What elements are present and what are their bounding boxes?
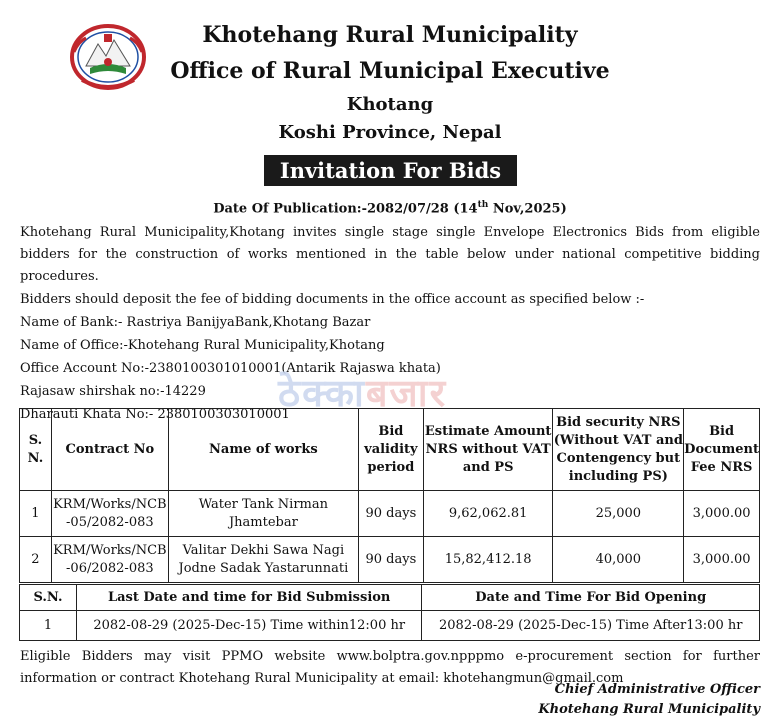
watermark-part2: बजार: [365, 371, 448, 415]
col-bid-security: Bid security NRS (Without VAT and Contengency but including PS): [553, 409, 684, 491]
row-bid-security: 25,000: [553, 491, 684, 537]
row-document-fee: 3,000.00: [684, 491, 760, 537]
row-bid-validity: 90 days: [358, 491, 423, 537]
bank-name: Name of Bank:- Rastriya BanijyaBank,Khotang Bazar: [20, 315, 371, 330]
table-row: [20, 537, 760, 583]
publication-date: [0, 200, 780, 216]
office-account-number: Office Account No:-2380100301010001(Antarik Rajaswa khata): [20, 361, 441, 376]
row-contract-no: KRM/Works/NCB -06/2082-083: [51, 537, 168, 583]
col-sn: S.N.: [20, 585, 77, 611]
row-estimate-amount: 15,82,412.18: [423, 537, 553, 583]
works-table-header: [20, 409, 760, 491]
row-bid-security: 40,000: [553, 537, 684, 583]
col-bid-validity: Bid validity period: [358, 409, 423, 491]
col-submission-deadline: Last Date and time for Bid Submission: [76, 585, 422, 611]
row-document-fee: 3,000.00: [684, 537, 760, 583]
office-name: Office of Rural Municipal Executive: [170, 58, 610, 84]
col-name-of-works: Name of works: [168, 409, 358, 491]
col-opening-time: Date and Time For Bid Opening: [422, 585, 760, 611]
row-sn: 1: [20, 491, 52, 537]
publication-date-prefix: Date Of Publication:-2082/07/28 (14: [213, 201, 478, 217]
works-table: [19, 408, 760, 583]
col-document-fee: Bid Document Fee NRS: [684, 409, 760, 491]
footer-note: Eligible Bidders may visit PPMO website www.bolptra.gov.npppmo e-procurement section for further information or contract Khotehang Rural Municipality at email: khotehangmun@gmail.com: [20, 649, 760, 686]
office-account-name: Name of Office:-Khotehang Rural Municipality,Khotang: [20, 338, 385, 353]
publication-date-sup: th: [477, 200, 489, 210]
row-opening-time: 2082-08-29 (2025-Dec-15) Time After13:00 hr: [422, 611, 760, 641]
watermark-part1: ठेक्का: [278, 371, 366, 415]
schedule-table-header: [20, 585, 760, 611]
row-name-of-works: Water Tank Nirman Jhamtebar: [168, 491, 358, 537]
row-estimate-amount: 9,62,062.81: [423, 491, 553, 537]
col-sn: S. N.: [20, 409, 52, 491]
col-contract-no: Contract No: [51, 409, 168, 491]
rajasaw-number: Rajasaw shirshak no:-14229: [20, 384, 206, 399]
table-row: [20, 491, 760, 537]
deposit-note: Bidders should deposit the fee of bidding documents in the office account as specified below :-: [20, 292, 645, 307]
row-sn: 2: [20, 537, 52, 583]
publication-date-suffix: Nov,2025): [488, 201, 567, 217]
signatory-title: Chief Administrative Officer: [554, 682, 760, 697]
district-name: Khotang: [346, 94, 434, 115]
signatory-organization: Khotehang Rural Municipality: [538, 702, 760, 717]
province-name: Koshi Province, Nepal: [278, 122, 502, 143]
municipality-name: Khotehang Rural Municipality: [202, 22, 578, 48]
row-bid-validity: 90 days: [358, 537, 423, 583]
schedule-table: [19, 584, 760, 641]
row-submission-deadline: 2082-08-29 (2025-Dec-15) Time within12:00 hr: [76, 611, 422, 641]
document-header: [0, 0, 780, 150]
row-contract-no: KRM/Works/NCB -05/2082-083: [51, 491, 168, 537]
row-name-of-works: Valitar Dekhi Sawa Nagi Jodne Sadak Yastarunnati: [168, 537, 358, 583]
invitation-banner: Invitation For Bids: [264, 155, 517, 186]
col-estimate-amount: Estimate Amount NRS without VAT and PS: [423, 409, 553, 491]
table-row: [20, 611, 760, 641]
dharauti-number: Dharauti Khata No:- 2380100303010001: [20, 407, 290, 422]
row-sn: 1: [20, 611, 77, 641]
intro-paragraph: Khotehang Rural Municipality,Khotang invites single stage single Envelope Electronics Bids from eligible bidders for the construction of works mentioned in the table below under national competitive bidding procedures.: [20, 225, 760, 284]
